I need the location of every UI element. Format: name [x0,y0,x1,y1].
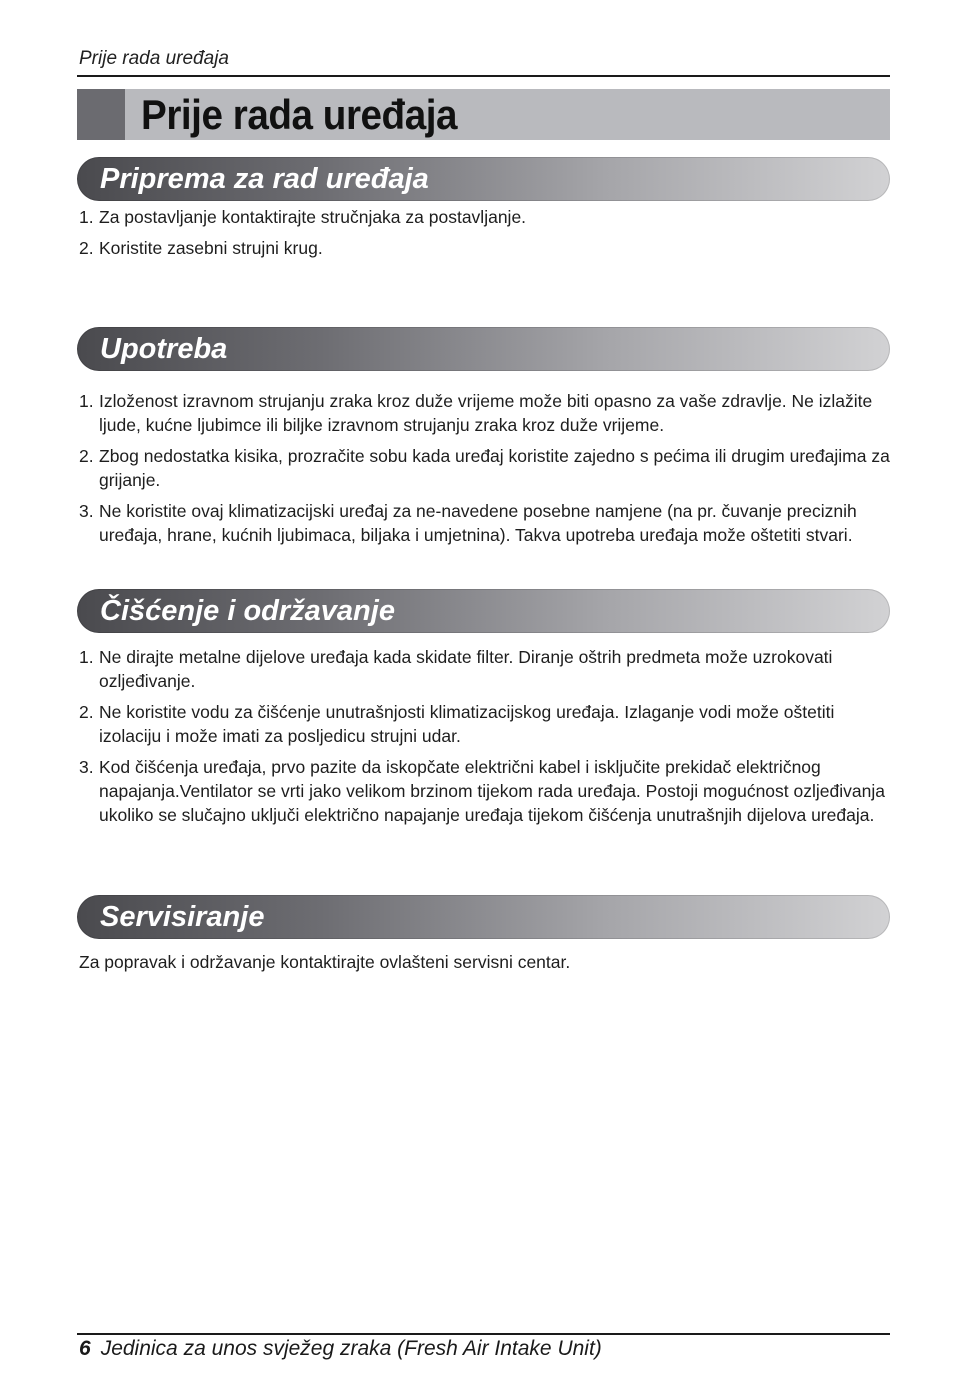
item-text: Ne dirajte metalne dijelove uređaja kada skidate filter. Diranje oštrih predmeta može uzrokovati ozljeđivanje. [99,647,833,691]
section-title: Upotreba [100,333,228,365]
item-text: Zbog nedostatka kisika, prozračite sobu kada uređaj koristite zajedno s pećima ili drugim uređajima za grijanje. [99,446,890,490]
item-text: Kod čišćenja uređaja, prvo pazite da iskopčate električni kabel i isključite prekidač električnog napajanja.Ventilator se vrti jako velikom brzinom tijekom rada uređaja. Postoji mogućnost ozljeđivanja ukoliko se slučajno uključi električno napajanje uređaja tijekom čišćenja unutrašnjih dijelova uređaja. [99,757,885,825]
section-title: Priprema za rad uređaja [100,163,429,195]
item-number: 1. [79,391,94,411]
section-title: Servisiranje [100,901,265,933]
title-accent-block [77,89,125,140]
section-title: Čišćenje i održavanje [100,595,395,627]
item-number: 1. [79,647,94,667]
section-header-priprema [77,157,890,201]
item-number: 2. [79,238,94,258]
footer-rule [77,1333,890,1335]
list-item [79,236,891,260]
list-item [79,700,891,748]
item-text: Ne koristite ovaj klimatizacijski uređaj za ne-navedene posebne namjene (na pr. čuvanje preciznih uređaja, hrane, kućnih ljubimaca, biljaka i umjetnina). Takva upotreba uređaja može oštetiti stvari. [99,501,857,545]
section-list-priprema [79,205,891,267]
section-header-upotreba [77,327,890,371]
servisiranje-text: Za popravak i održavanje kontaktirajte ovlašteni servisni centar. [79,952,571,972]
item-number: 1. [79,207,94,227]
item-number: 2. [79,702,94,722]
section-header-ciscenje [77,589,890,633]
item-number: 3. [79,501,94,521]
page-footer [79,1336,602,1362]
list-item [79,755,891,827]
list-item [79,499,891,547]
item-number: 2. [79,446,94,466]
item-text: Izloženost izravnom strujanju zraka kroz duže vrijeme može biti opasno za vaše zdravlje. Ne izlažite ljude, kućne ljubimce ili biljke izravnom strujanju zraka kroz duže vrijeme. [99,391,873,435]
item-number: 3. [79,757,94,777]
header-rule [77,75,890,77]
running-header: Prije rada uređaja [79,48,229,69]
item-text: Koristite zasebni strujni krug. [99,238,323,258]
page-number: 6 [79,1337,91,1360]
page-title-bar [77,89,890,140]
list-item [79,205,891,229]
item-text: Za postavljanje kontaktirajte stručnjaka za postavljanje. [99,207,527,227]
list-item [79,645,891,693]
item-text: Ne koristite vodu za čišćenje unutrašnjosti klimatizacijskog uređaja. Izlaganje vodi može oštetiti izolaciju i može imati za posljedicu strujni udar. [99,702,835,746]
section-list-upotreba [79,389,891,554]
page-title: Prije rada uređaja [141,91,458,138]
section-list-ciscenje [79,645,891,834]
list-item [79,444,891,492]
section-header-servisiranje [77,895,890,939]
list-item [79,389,891,437]
footer-text: Jedinica za unos svježeg zraka (Fresh Air Intake Unit) [100,1337,602,1360]
